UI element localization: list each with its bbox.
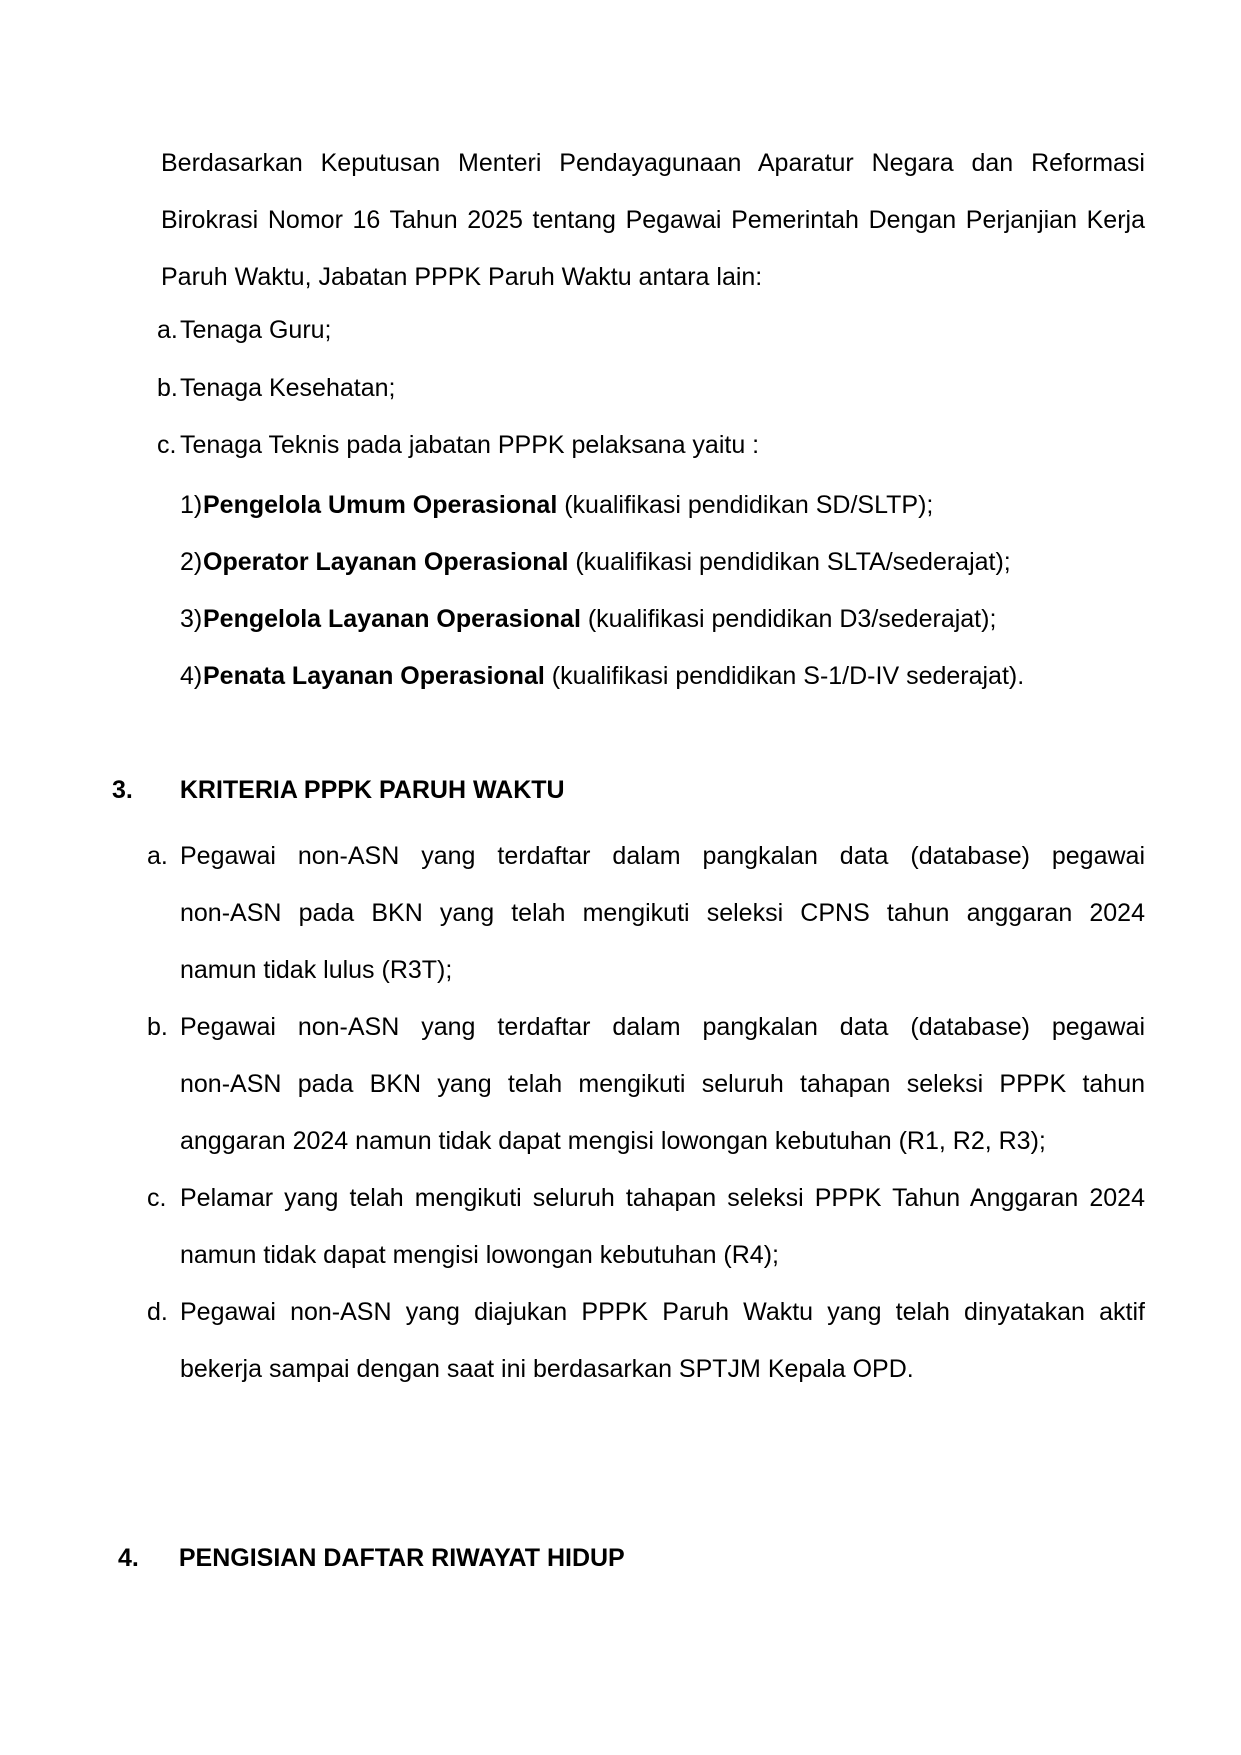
list-marker: 2) xyxy=(180,548,203,576)
criteria-item-r4 xyxy=(147,1170,1145,1284)
list-marker: b. xyxy=(147,1013,168,1041)
paragraph-line: Pelamar yang telah mengikuti seluruh tahapan seleksi PPPK Tahun Anggaran 2024 xyxy=(180,1184,1145,1212)
paragraph-line: non-ASN pada BKN yang telah mengikuti seleksi CPNS tahun anggaran 2024 xyxy=(180,899,1145,927)
section-number: 4. xyxy=(118,1544,139,1572)
role-title: Pengelola Umum Operasional xyxy=(203,491,558,519)
list-marker: c. xyxy=(147,1184,167,1212)
list-item-text: Tenaga Teknis pada jabatan PPPK pelaksana yaitu : xyxy=(180,431,760,459)
paragraph-line: bekerja sampai dengan saat ini berdasarkan SPTJM Kepala OPD. xyxy=(180,1355,914,1383)
list-marker: b. xyxy=(157,374,178,402)
role-qualification: (kualifikasi pendidikan S-1/D-IV sederajat). xyxy=(544,662,1025,690)
section-heading-kriteria xyxy=(112,762,565,819)
intro-paragraph xyxy=(161,135,1145,306)
role-qualification: (kualifikasi pendidikan D3/sederajat); xyxy=(580,605,997,633)
paragraph-line: Birokrasi Nomor 16 Tahun 2025 tentang Pegawai Pemerintah Dengan Perjanjian Kerja xyxy=(161,206,1145,234)
role-title: Penata Layanan Operasional xyxy=(203,662,545,690)
list-item-job-teknis xyxy=(157,417,760,474)
paragraph-line: namun tidak lulus (R3T); xyxy=(180,956,453,984)
criteria-item-r1-r2-r3 xyxy=(147,999,1145,1170)
list-item-job-kesehatan xyxy=(157,360,396,417)
list-item-role-operator-layanan xyxy=(180,534,1011,591)
list-marker: c. xyxy=(157,431,177,459)
list-marker: 3) xyxy=(180,605,203,633)
paragraph-line: non-ASN pada BKN yang telah mengikuti seluruh tahapan seleksi PPPK tahun xyxy=(180,1070,1145,1098)
paragraph-line: Pegawai non-ASN yang terdaftar dalam pangkalan data (database) pegawai xyxy=(180,842,1145,870)
list-item-role-penata-layanan xyxy=(180,648,1024,705)
role-qualification: (kualifikasi pendidikan SD/SLTP); xyxy=(557,491,934,519)
list-marker: a. xyxy=(147,842,168,870)
list-marker: a. xyxy=(157,316,178,344)
paragraph-line: Berdasarkan Keputusan Menteri Pendayagunaan Aparatur Negara dan Reformasi xyxy=(161,149,1145,177)
section-title: KRITERIA PPPK PARUH WAKTU xyxy=(179,776,565,804)
role-title: Pengelola Layanan Operasional xyxy=(203,605,581,633)
paragraph-line: Pegawai non-ASN yang terdaftar dalam pangkalan data (database) pegawai xyxy=(180,1013,1145,1041)
role-qualification: (kualifikasi pendidikan SLTA/sederajat); xyxy=(568,548,1011,576)
section-heading-pengisian-drh xyxy=(118,1530,625,1587)
paragraph-line: Paruh Waktu, Jabatan PPPK Paruh Waktu antara lain: xyxy=(161,263,763,291)
list-item-job-guru xyxy=(157,302,332,359)
paragraph-line: namun tidak dapat mengisi lowongan kebutuhan (R4); xyxy=(180,1241,779,1269)
role-title: Operator Layanan Operasional xyxy=(203,548,569,576)
section-title: PENGISIAN DAFTAR RIWAYAT HIDUP xyxy=(178,1544,625,1572)
list-item-text: Tenaga Guru; xyxy=(180,316,332,344)
list-marker: d. xyxy=(147,1298,168,1326)
list-marker: 1) xyxy=(180,491,203,519)
paragraph-line: Pegawai non-ASN yang diajukan PPPK Paruh Waktu yang telah dinyatakan aktif xyxy=(180,1298,1145,1326)
list-item-role-pengelola-layanan xyxy=(180,591,996,648)
list-item-role-pengelola-umum xyxy=(180,477,933,534)
criteria-item-sptjm xyxy=(147,1284,1145,1398)
section-number: 3. xyxy=(112,776,133,804)
paragraph-line: anggaran 2024 namun tidak dapat mengisi lowongan kebutuhan (R1, R2, R3); xyxy=(180,1127,1046,1155)
list-marker: 4) xyxy=(180,662,203,690)
list-item-text: Tenaga Kesehatan; xyxy=(180,374,396,402)
criteria-item-r3t xyxy=(147,828,1145,999)
